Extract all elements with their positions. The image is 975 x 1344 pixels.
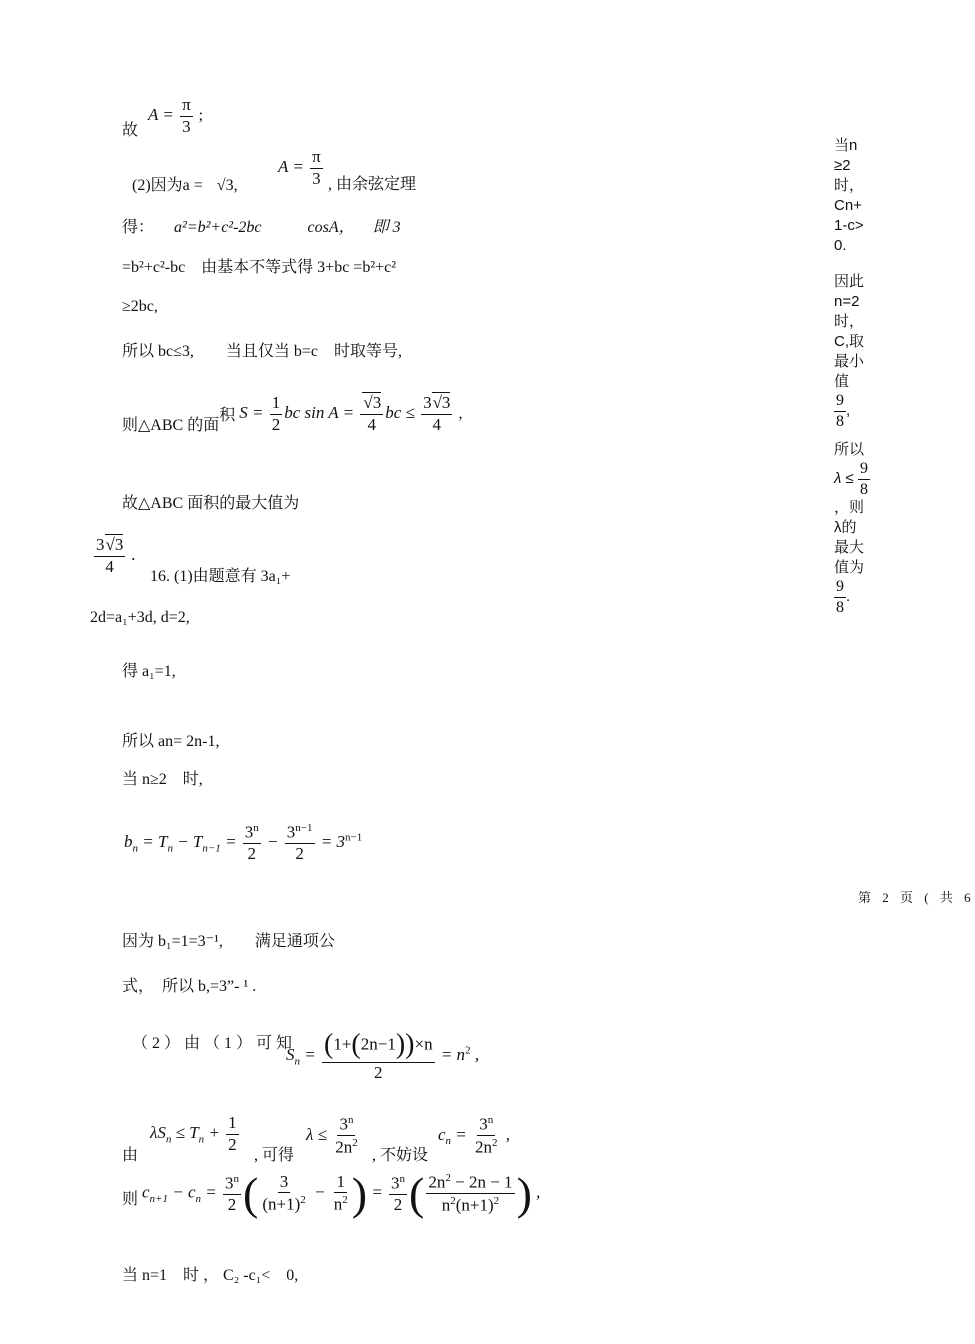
line-16: （ 2 ） 由 （ 1 ） 可 知 (132, 1035, 293, 1052)
right-column: 当n≥2时，Cn+1-c>0. 因此n=2时，C,取最小值 $\frac{9}{8}$ , 所以 λ ≤ $\frac{9}{8}$ ，则λ的最大值为 $\frac{9}{8}$ . (834, 137, 868, 616)
text: (2)因为a = (132, 177, 203, 194)
line-10: 2d=a₁+3d, d=2, (90, 609, 190, 626)
formula-sn: $S_n$ = $\frac{(1+(2n-1))\times n}{2}$ = $n^2$ , (286, 1029, 480, 1082)
right-text-4: ，则λ的最大值为 (834, 499, 865, 577)
formula-bn: $b_n = T_n - T_{n-1}$ = $\frac{3^n}{2}$ − $\frac{3^{n-1}}{2}$ = $3^{n-1}$ (124, 822, 363, 864)
line-7 (122, 394, 462, 434)
text: 积 (219, 407, 236, 425)
line-12: 所以 an= 2n-1, (122, 733, 220, 750)
right-text-1: 当n≥2时，Cn+1-c>0. (834, 137, 865, 254)
text: √3, (216, 177, 238, 194)
line-11: 得 a₁=1, (122, 663, 176, 680)
line-15: 式， 所以 b,=3”- ¹ . (122, 978, 257, 995)
line-13: 当 n≥2 时, (122, 771, 203, 788)
text: 即 3 (372, 219, 401, 236)
line-2-tail: , 由余弦定理 (328, 176, 417, 193)
formula-area: S = $\frac{1}{2}$ bc sin A = $\frac{√3}{4}$ bc ≤ $\frac{3√3}{4}$ (239, 393, 451, 434)
formula-text: cosA， (307, 219, 355, 236)
text: 则△ABC 的面 (122, 417, 220, 435)
page-footer: 第 2 页 ( 共 6 (858, 890, 975, 905)
line-1 (122, 95, 204, 139)
line-17-start: 由 (122, 1147, 139, 1164)
line-3 (122, 218, 401, 237)
formula-cn: $c_n$ = $\frac{3^n}{2n^2}$ , (438, 1114, 511, 1157)
fraction-9-8: $\frac{9}{8}$ (859, 460, 868, 498)
line-8: 故△ABC 面积的最大值为 (122, 495, 300, 512)
line-14: 因为 b₁=1=3⁻¹, 满足通项公 (122, 933, 335, 950)
line-9: 16. (1)由题意有 3a₁+ (150, 568, 291, 585)
line-17-mid: , 可得 (254, 1147, 295, 1164)
comma: , (458, 405, 463, 423)
line-17-end: , 不妨设 (372, 1147, 429, 1164)
semicolon: ; (198, 107, 204, 125)
text: 故 (122, 121, 139, 139)
formula-cn-diff: $c_{n+1} - c_n$ = $\frac{3^n}{2}$ ( $\frac{3}{(n+1)^2}$ − $\frac{1}{n^2}$ ) = $\frac{3^n}{2}$ ( $\frac{2n^2 - 2n - 1}{n^2(n+1)^2}$ ) , (142, 1168, 541, 1219)
text: 得： (122, 219, 155, 236)
fraction-9-8: $\frac{9}{8}$ (836, 578, 844, 616)
formula-text: a²=b²+c²-2bc (174, 219, 262, 236)
line-4: =b²+c²-bc 由基本不等式得 3+bc =b²+c² (122, 259, 397, 276)
formula-lambda-bound: λ ≤ $\frac{3^n}{2n^2}$ (306, 1114, 358, 1157)
line-5: ≥2bc, (122, 298, 158, 315)
line-2 (132, 176, 238, 195)
formula-a-eq-pi-3: A = $\frac{\pi}{3}$ (148, 95, 191, 136)
formula-lambda-sn: $\lambda S_n \le T_n$ + $\frac{1}{2}$ (150, 1113, 237, 1154)
right-text-2: 因此n=2时，C,取最小值 (834, 273, 865, 390)
fraction-9-8: $\frac{9}{8}$ (836, 392, 844, 430)
line-19: 当 n=1 时 ， C₂ -c₁< 0, (122, 1267, 299, 1284)
formula-a-eq-pi-3-second: A = $\frac{\pi}{3}$ (278, 147, 321, 188)
formula-max-area: $\frac{3√3}{4}$ . (96, 535, 136, 576)
right-text-3: 所以 (834, 441, 865, 459)
line-18: 则 (122, 1191, 139, 1208)
line-6: 所以 bc≤3, 当且仅当 b=c 时取等号, (122, 343, 403, 360)
